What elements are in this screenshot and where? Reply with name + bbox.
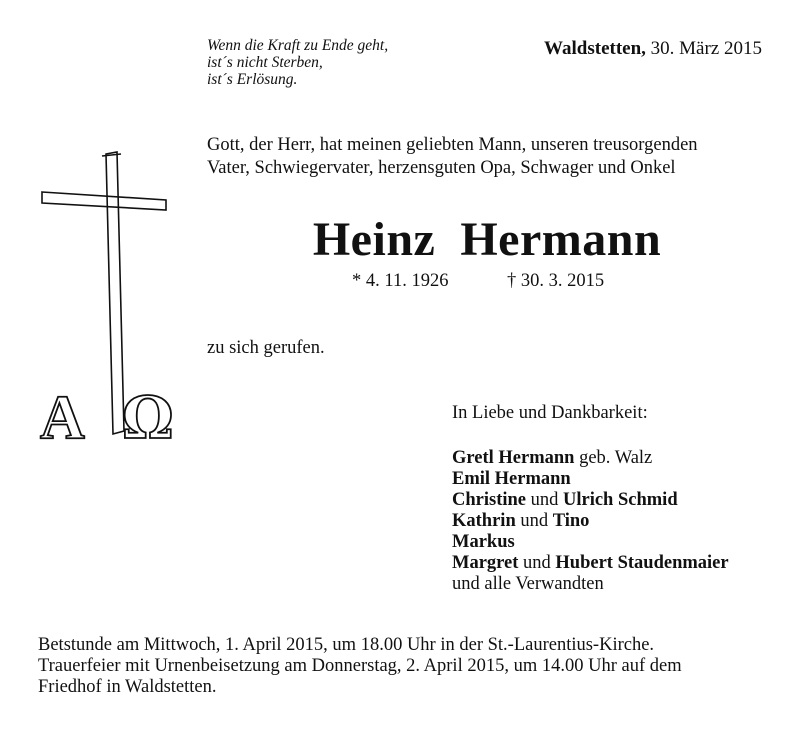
cross-alpha-omega-icon [38, 148, 198, 448]
omega-glyph: Ω [122, 384, 174, 448]
mourner-entry: Kathrin und Tino [452, 511, 590, 531]
dateline-place: Waldstetten, [544, 38, 646, 59]
deceased-name: Heinz Hermann [312, 213, 662, 266]
death-date: † 30. 3. 2015 [507, 271, 605, 291]
motto-line: ist´s Erlösung. [207, 71, 298, 88]
mourner-entry: Christine und Ulrich Schmid [452, 490, 678, 510]
alpha-glyph: A [40, 384, 85, 448]
intro-line: Vater, Schwiegervater, herzensguten Opa, Schwager und Onkel [207, 158, 676, 178]
mourner-entry: Gretl Hermann geb. Walz [452, 448, 653, 468]
motto-line: ist´s nicht Sterben, [207, 54, 323, 71]
mourner-entry: Emil Hermann [452, 469, 571, 489]
motto-line: Wenn die Kraft zu Ende geht, [207, 37, 389, 54]
dateline-date: 30. März 2015 [650, 38, 762, 59]
called-home-text: zu sich gerufen. [207, 338, 325, 358]
mourners-list [452, 448, 729, 595]
mourner-entry: Margret und Hubert Staudenmaier [452, 553, 729, 573]
motto-quote [207, 37, 487, 88]
intro-line: Gott, der Herr, hat meinen geliebten Mann, unseren treusorgenden [207, 135, 698, 155]
notice-line: Trauerfeier mit Urnenbeisetzung am Donnerstag, 2. April 2015, um 14.00 Uhr auf dem [38, 656, 682, 676]
service-notice [38, 635, 778, 698]
notice-line: Friedhof in Waldstetten. [38, 677, 217, 697]
mourner-entry: und alle Verwandten [452, 574, 604, 594]
mourner-entry: Markus [452, 532, 515, 552]
dateline [460, 38, 762, 60]
notice-line: Betstunde am Mittwoch, 1. April 2015, um 18.00 Uhr in der St.-Laurentius-Kirche. [38, 635, 655, 655]
intro-text [207, 134, 767, 180]
birth-date: * 4. 11. 1926 [352, 271, 449, 291]
mourners-heading: In Liebe und Dankbarkeit: [452, 403, 648, 423]
